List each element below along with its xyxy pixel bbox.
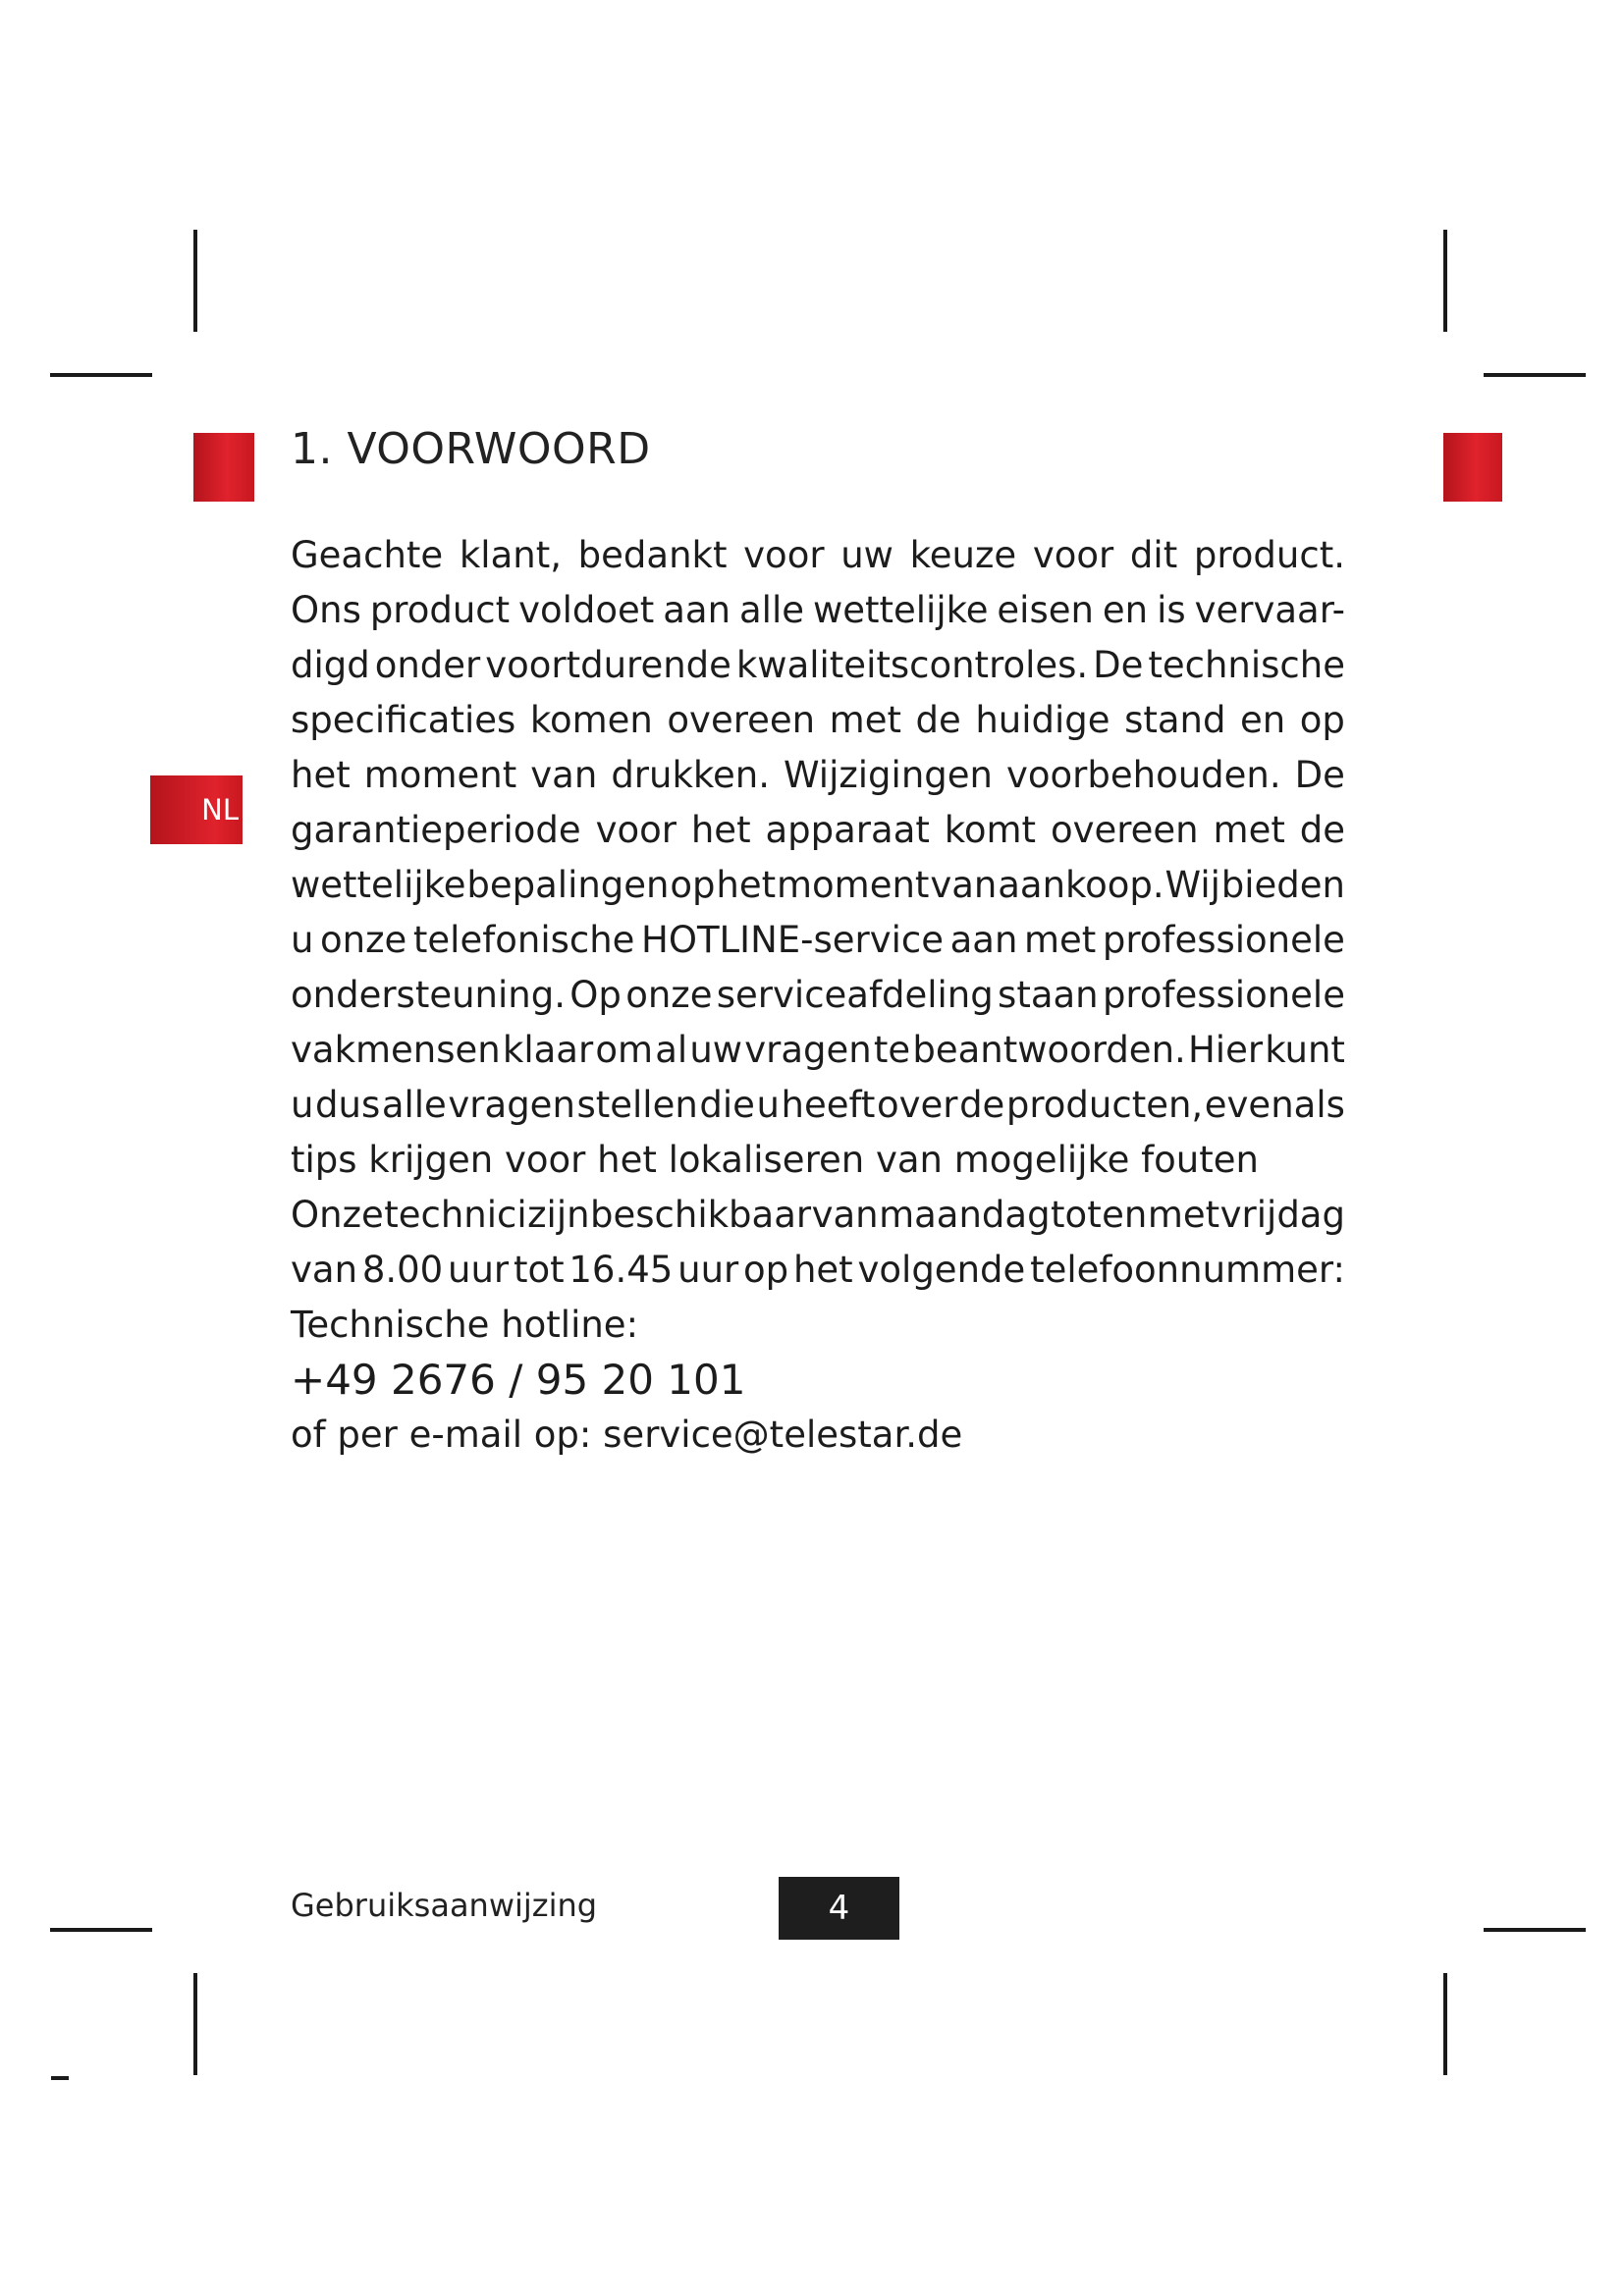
word: overeen <box>667 699 816 741</box>
word: onder <box>374 644 481 686</box>
word: moment <box>363 754 517 796</box>
word: producten, <box>1005 1084 1204 1126</box>
word: bieden <box>1220 864 1345 906</box>
paragraph-line <box>291 528 1345 583</box>
word: dus <box>315 1084 381 1126</box>
word: stand <box>1124 699 1226 741</box>
word: overeen <box>1050 809 1199 851</box>
word: voortdurende <box>485 644 731 686</box>
word: en <box>1240 699 1286 741</box>
word: het <box>291 754 351 796</box>
word: specificaties <box>291 699 516 741</box>
word: op <box>1299 699 1345 741</box>
word: Wijzigingen <box>784 754 993 796</box>
paragraph-line <box>291 968 1345 1023</box>
word: bedankt <box>577 534 728 576</box>
word: tot <box>1051 1194 1102 1236</box>
word: met <box>1147 1194 1220 1236</box>
word: vragen <box>448 1084 575 1126</box>
word: onze <box>625 974 713 1016</box>
word: heeft <box>781 1084 876 1126</box>
word: die <box>699 1084 755 1126</box>
word: Op <box>569 974 622 1016</box>
word: van <box>930 864 998 906</box>
word: de <box>959 1084 1005 1126</box>
word: kunt <box>1265 1029 1345 1071</box>
paragraph-line: tips krijgen voor het lokaliseren van mogelijke fouten <box>291 1139 1259 1181</box>
word: klant, <box>459 534 562 576</box>
word: dit <box>1129 534 1178 576</box>
word: van <box>530 754 598 796</box>
paragraph-line <box>291 748 1345 803</box>
paragraph-line <box>291 638 1345 693</box>
word: aan <box>663 589 731 631</box>
paragraph-line <box>291 693 1345 748</box>
word: product. <box>1193 534 1345 576</box>
paragraph-line <box>291 803 1345 858</box>
word: De <box>1093 644 1144 686</box>
word: 16.45 <box>568 1249 674 1291</box>
paragraph-line <box>291 583 1345 638</box>
word: Geachte <box>291 534 444 576</box>
section-heading: 1. VOORWOORD <box>291 424 651 474</box>
word: evenals <box>1204 1084 1345 1126</box>
word: eisen <box>997 589 1094 631</box>
word: de <box>1299 809 1345 851</box>
word: u <box>756 1084 780 1126</box>
word: onze <box>320 919 407 961</box>
word: garantieperiode <box>291 809 581 851</box>
word: het <box>690 809 751 851</box>
crop-mark-bottom-right-vertical <box>1443 1973 1447 2075</box>
crop-mark-top-left-vertical <box>193 230 197 332</box>
crop-mark-top-left-horizontal <box>50 373 152 377</box>
paragraph-line <box>291 1023 1345 1078</box>
word: het <box>716 864 777 906</box>
word: wettelijke <box>291 864 466 906</box>
word: Onze <box>291 1194 384 1236</box>
word: professionele <box>1102 974 1345 1016</box>
word: alle <box>739 589 804 631</box>
word: komt <box>944 809 1037 851</box>
paragraph-line <box>291 913 1345 968</box>
word: product <box>369 589 511 631</box>
hotline-phone-number: +49 2676 / 95 20 101 <box>291 1356 746 1404</box>
word: uw <box>840 534 893 576</box>
word: vragen <box>744 1029 872 1071</box>
word: te <box>873 1029 911 1071</box>
word: voorbehouden. <box>1006 754 1281 796</box>
word: serviceafdeling <box>716 974 994 1016</box>
word: professionele <box>1102 919 1345 961</box>
word: technici <box>384 1194 527 1236</box>
word: zijn <box>527 1194 590 1236</box>
word: vervaar- <box>1194 589 1345 631</box>
word: uw <box>689 1029 743 1071</box>
word: op <box>670 864 716 906</box>
word: telefonische <box>412 919 635 961</box>
word: telefoonnummer: <box>1030 1249 1345 1291</box>
word: maandag <box>879 1194 1051 1236</box>
page-number: 4 <box>779 1877 899 1940</box>
heading-accent-square-right <box>1443 433 1502 502</box>
word: vakmensen <box>291 1029 501 1071</box>
foreword-paragraph <box>291 528 1345 1298</box>
word: Wij <box>1164 864 1220 906</box>
word: aankoop. <box>998 864 1164 906</box>
word: om <box>595 1029 654 1071</box>
word: moment <box>777 864 930 906</box>
word: op <box>743 1249 789 1291</box>
word: aan <box>949 919 1018 961</box>
word: kwaliteitscontroles. <box>735 644 1089 686</box>
crop-mark-top-right-horizontal <box>1484 373 1586 377</box>
word: Hier <box>1187 1029 1264 1071</box>
word: is <box>1157 589 1186 631</box>
word: van <box>811 1194 879 1236</box>
word: volgende <box>857 1249 1026 1291</box>
word: voor <box>595 809 677 851</box>
hotline-label: Technische hotline: <box>291 1304 639 1346</box>
email-line: of per e-mail op: service@telestar.de <box>291 1414 963 1456</box>
word: met <box>1023 919 1097 961</box>
word: HOTLINE-service <box>641 919 945 961</box>
crop-mark-top-right-vertical <box>1443 230 1447 332</box>
word: vrijdag <box>1219 1194 1345 1236</box>
word: bepalingen <box>466 864 670 906</box>
word: 8.00 <box>361 1249 444 1291</box>
word: huidige <box>975 699 1110 741</box>
word: van <box>291 1249 358 1291</box>
paragraph-line <box>291 858 1345 913</box>
word: keuze <box>909 534 1017 576</box>
word: u <box>291 919 314 961</box>
word: en <box>1102 1194 1148 1236</box>
word: alle <box>381 1084 447 1126</box>
word: wettelijke <box>812 589 989 631</box>
word: De <box>1294 754 1345 796</box>
word: stellen <box>576 1084 698 1126</box>
word: al <box>655 1029 688 1071</box>
paragraph-line <box>291 1078 1345 1133</box>
word: voldoet <box>518 589 655 631</box>
word: voor <box>1032 534 1114 576</box>
word: apparaat <box>765 809 930 851</box>
word: voor <box>743 534 825 576</box>
word: beantwoorden. <box>912 1029 1186 1071</box>
word: technische <box>1148 644 1345 686</box>
word: staan <box>998 974 1099 1016</box>
word: het <box>792 1249 853 1291</box>
word: tot <box>513 1249 565 1291</box>
word: uur <box>448 1249 510 1291</box>
stray-dash-mark <box>51 2076 69 2080</box>
language-tab: NL <box>150 775 243 844</box>
word: met <box>829 699 901 741</box>
word: over <box>876 1084 958 1126</box>
crop-mark-bottom-right-horizontal <box>1484 1928 1586 1932</box>
word: komen <box>529 699 653 741</box>
word: met <box>1213 809 1285 851</box>
footer-label: Gebruiksaanwijzing <box>291 1887 598 1924</box>
word: ondersteuning. <box>291 974 566 1016</box>
crop-mark-bottom-left-vertical <box>193 1973 197 2075</box>
paragraph-line <box>291 1188 1345 1243</box>
word: u <box>291 1084 314 1126</box>
foreword-text <box>291 528 1345 1463</box>
word: beschikbaar <box>590 1194 812 1236</box>
heading-accent-square-left <box>193 433 254 502</box>
word: drukken. <box>611 754 770 796</box>
crop-mark-bottom-left-horizontal <box>50 1928 152 1932</box>
word: uur <box>677 1249 739 1291</box>
word: digd <box>291 644 370 686</box>
word: en <box>1102 589 1149 631</box>
paragraph-line <box>291 1243 1345 1298</box>
word: Ons <box>291 589 361 631</box>
word: klaar <box>502 1029 594 1071</box>
word: de <box>915 699 961 741</box>
